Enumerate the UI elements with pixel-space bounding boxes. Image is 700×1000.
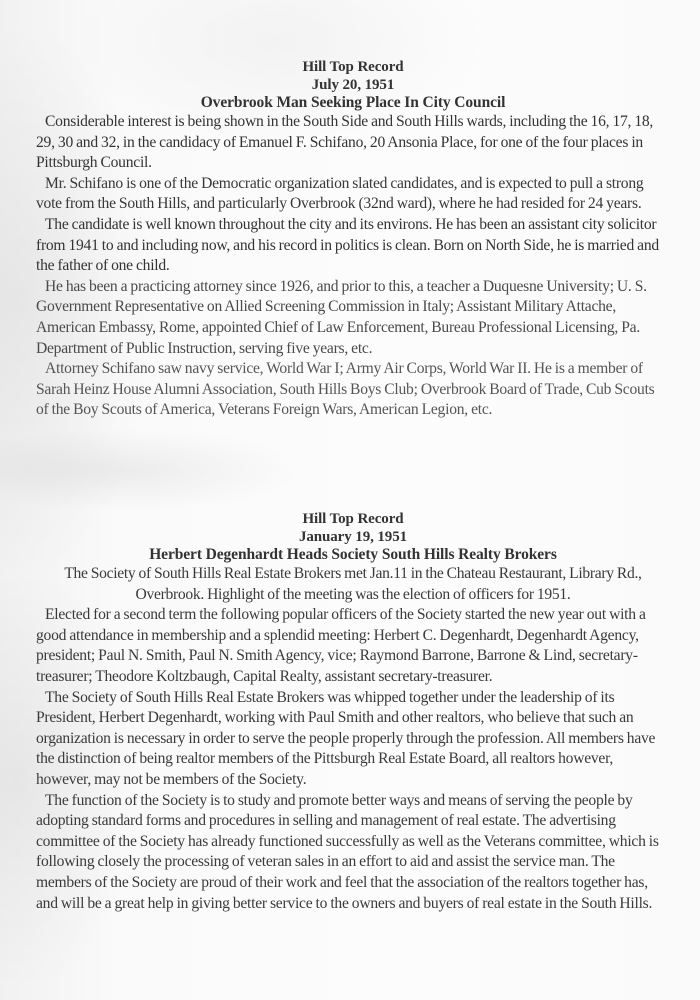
article-headline: Overbrook Man Seeking Place In City Council [200,94,506,111]
article-paragraph: He has been a practicing attorney since 1926, and prior to this, a teacher a Duquesne University; U. S. Government Representative on Allied Screening Commission in Italy; Assistant Military Attache, American Embassy, Rome, appointed Chief of Law Enforcement, Bureau Professional Licensing, Pa. Department of Public Instruction, serving five years, etc. [36,277,647,357]
publication-name: Hill Top Record [302,59,404,75]
article-paragraph: Mr. Schifano is one of the Democratic organization slated candidates, and is expected to pull a strong vote from the South Hills, and particularly Overbrook (32nd ward), where he had resided for 24 years. [36,174,644,213]
article-paragraph: The candidate is well known throughout the city and its environs. He has been an assistant city solicitor from 1941 to and including now, and his record in politics is clean. Born on North Side, he is married and the father of one child. [36,215,659,275]
article-council-candidate [36,58,670,421]
article-date: January 19, 1951 [299,529,407,545]
article-paragraph: The function of the Society is to study and promote better ways and means of serving the people by adopting standard forms and procedures in selling and management of real estate. The advertising committee of the Society has already functioned successfully as well as the Veterans committee, which is following closely the processing of veteran sales in an effort to aid and assist the service man. The members of the Society are proud of their work and feel that the association of the realtors together has, and will be a great help in giving better service to the owners and buyers of real estate in the South Hills. [36,791,659,912]
article-paragraph: The Society of South Hills Real Estate Brokers was whipped together under the leadership of its President, Herbert Degenhardt, working with Paul Smith and other realtors, who believe that such an organization is necessary in order to serve the people properly through the profession. All members have the distinction of being realtor members of the Pittsburgh Real Estate Board, all realtors however, however, may not be members of the Society. [36,688,656,788]
article-date: July 20, 1951 [311,77,395,93]
article-realty-brokers [36,510,670,914]
article-paragraph: Attorney Schifano saw navy service, World War I; Army Air Corps, World War II. He is a member of Sarah Heinz House Alumni Association, South Hills Boys Club; Overbrook Board of Trade, Cub Scouts of the Boy Scouts of America, Veterans Foreign Wars, American Legion, etc. [36,360,655,419]
publication-name: Hill Top Record [302,511,404,527]
article-paragraph: The Society of South Hills Real Estate Brokers met Jan.11 in the Chateau Restaurant, Library Rd., Overbrook. Highlight of the meeting was the election of officers for 1951. [64,565,642,603]
article-headline: Herbert Degenhardt Heads Society South Hills Realty Brokers [149,546,557,563]
article-paragraph: Elected for a second term the following popular officers of the Society started the new year out with a good attendance in membership and a splendid meeting: Herbert C. Degenhardt, Degenhardt Agency, president; Paul N. Smith, Paul N. Smith Agency, vice; Raymond Barrone, Barrone & Lind, secretary-treasurer; Theodore Koltzbaugh, Capital Realty, assistant secretary-treasurer. [36,606,646,685]
article-paragraph: Considerable interest is being shown in the South Side and South Hills wards, including the 16, 17, 18, 29, 30 and 32, in the candidacy of Emanuel F. Schifano, 20 Ansonia Place, for one of the four places in Pittsburgh Council. [36,113,654,172]
